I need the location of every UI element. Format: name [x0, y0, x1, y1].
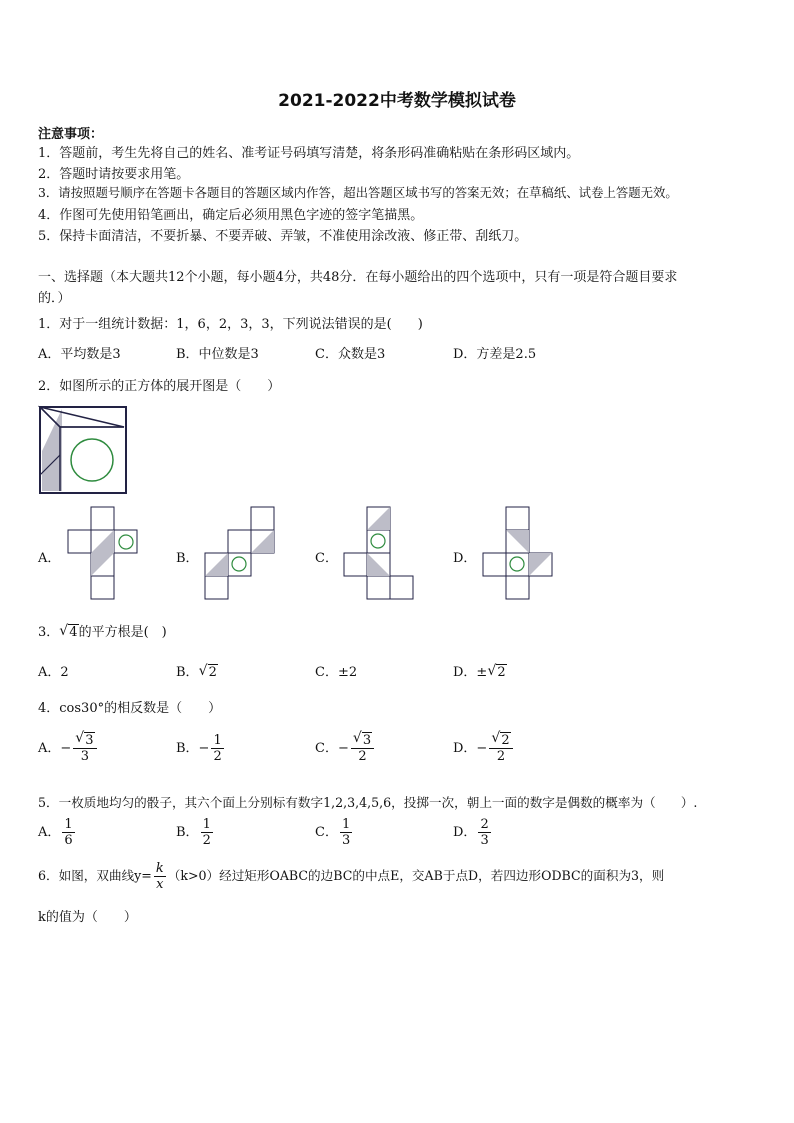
notice-item-2: 2．答题时请按要求用笔。: [38, 167, 190, 182]
q1-option-a: A．平均数是3: [38, 347, 121, 362]
q3-option-d-sqrt: [487, 665, 506, 680]
net-option-c: [341, 506, 421, 604]
q5-option-a-frac: [62, 817, 74, 848]
q5-option-b-label: B．: [176, 825, 199, 840]
q5-option-b-num: 1: [202, 817, 211, 832]
q3-stem: [38, 621, 167, 640]
cube-figure: [38, 405, 128, 495]
q2-option-c: C．: [315, 551, 338, 566]
net-option-b: [202, 506, 282, 602]
q5-option-a-label: A．: [38, 825, 61, 840]
q3-option-b-radicand: 2: [208, 665, 217, 680]
q4-option-d-radicand: 2: [501, 733, 510, 748]
q4-option-b-num: 1: [213, 733, 222, 748]
q5-option-b-frac: [201, 817, 213, 848]
q5-option-d: [453, 817, 493, 848]
q3-radicand: 4: [69, 625, 78, 640]
q3-option-b-sqrt: [199, 665, 218, 680]
q5-option-c-label: C．: [315, 825, 338, 840]
q3-option-c: C．±2: [315, 665, 358, 680]
q5-option-b: [176, 817, 215, 848]
q3-suffix: 的平方根是( ): [78, 625, 167, 640]
q4-stem: 4．cos30°的相反数是（ ）: [38, 701, 222, 716]
q4-option-b-label: B．−: [176, 741, 210, 756]
q3-option-d-label: D．±: [453, 665, 488, 680]
q6-frac: [154, 861, 166, 892]
q1-option-c: C．众数是3: [315, 347, 386, 362]
q3-option-b-label: B．: [176, 665, 199, 680]
q4-option-c-radicand: 3: [362, 733, 372, 748]
notice-item-1: 1．答题前，考生先将自己的姓名、准考证号码填写清楚，将条形码准确粘贴在条形码区域内。: [38, 146, 580, 161]
q5-option-c-num: 1: [341, 817, 351, 832]
q5-stem: 5．一枚质地均匀的骰子，其六个面上分别标有数字1,2,3,4,5,6，投掷一次，朝上一面的数字是偶数的概率为（ ）.: [38, 795, 698, 810]
q4-option-c-den: 2: [358, 749, 367, 764]
q5-option-c-frac: [340, 817, 352, 848]
q1-stem: 1．对于一组统计数据：1，6，2，3，3，下列说法错误的是( ): [38, 317, 423, 332]
q5-option-a-den: 6: [64, 833, 73, 848]
notice-item-4: 4．作图可先使用铅笔画出，确定后必须用黑色字迹的签字笔描黑。: [38, 208, 424, 223]
notice-item-3: 3．请按照题号顺序在答题卡各题目的答题区域内作答，超出答题区域书写的答案无效；在草稿纸、试卷上答题无效。: [38, 185, 678, 200]
q2-option-a: A．: [38, 551, 61, 566]
q5-option-a-num: 1: [64, 817, 73, 832]
q2-option-d: D．: [453, 551, 477, 566]
q4-option-d-den: 2: [496, 749, 506, 764]
q4-option-d: [453, 733, 515, 764]
notice-heading: 注意事项：: [38, 127, 104, 142]
q4-option-b-frac: [211, 733, 223, 764]
q4-option-a-radicand: 3: [85, 733, 94, 748]
net-option-d: [480, 506, 560, 604]
q5-option-d-label: D．: [453, 825, 477, 840]
q3-sqrt: [59, 625, 78, 640]
q5-option-d-den: 3: [480, 833, 489, 848]
q3-option-d: [453, 661, 507, 680]
q4-option-a-frac: [73, 733, 96, 764]
notice-item-5: 5．保持卡面清洁，不要折暴、不要弄破、弄皱，不准使用涂改液、修正带、刮纸刀。: [38, 229, 528, 244]
q4-option-c-frac: [351, 733, 374, 764]
q5-option-d-num: 2: [480, 817, 489, 832]
q4-option-b-den: 2: [213, 749, 222, 764]
q3-option-d-radicand: 2: [497, 665, 506, 680]
q1-option-b: B．中位数是3: [176, 347, 259, 362]
q4-option-a-label: A．−: [38, 741, 72, 756]
net-option-a: [66, 506, 162, 602]
q5-option-d-frac: [478, 817, 490, 848]
q4-option-c: [315, 733, 376, 764]
q6-prefix: 6．如图，双曲线y=: [38, 868, 152, 883]
q4-option-a: [38, 733, 99, 764]
q6-suffix: （k>0）经过矩形OABC的边BC的中点E，交AB于点D，若四边形ODBC的面积为3，则: [167, 868, 665, 883]
q6-num: k: [155, 861, 164, 876]
q4-option-b: [176, 733, 226, 764]
q4-option-d-label: D．−: [453, 741, 488, 756]
q4-option-d-frac: [489, 733, 512, 764]
q3-option-b: [176, 661, 218, 680]
q2-option-b: B．: [176, 551, 199, 566]
q5-option-c-den: 3: [341, 833, 351, 848]
page-title: 2021-2022中考数学模拟试卷: [278, 91, 516, 111]
q5-option-b-den: 2: [202, 833, 211, 848]
section-heading-line1: 一、选择题（本大题共12个小题，每小题4分，共48分．在每小题给出的四个选项中，只有一项是符合题目要求: [38, 270, 678, 285]
section-heading-line2: 的．）: [38, 291, 71, 306]
q1-option-d: D．方差是2.5: [453, 347, 537, 362]
q6-den: x: [156, 877, 164, 892]
q6-line2: k的值为（ ）: [38, 910, 137, 925]
q4-option-c-label: C．−: [315, 741, 349, 756]
q4-option-a-den: 3: [80, 749, 90, 764]
q3-option-a: A．2: [38, 665, 69, 680]
q5-option-a: [38, 817, 77, 848]
q6-stem: [38, 861, 664, 892]
q2-stem: 2．如图所示的正方体的展开图是（ ）: [38, 379, 281, 394]
q3-prefix: 3．: [38, 625, 60, 640]
q5-option-c: [315, 817, 354, 848]
